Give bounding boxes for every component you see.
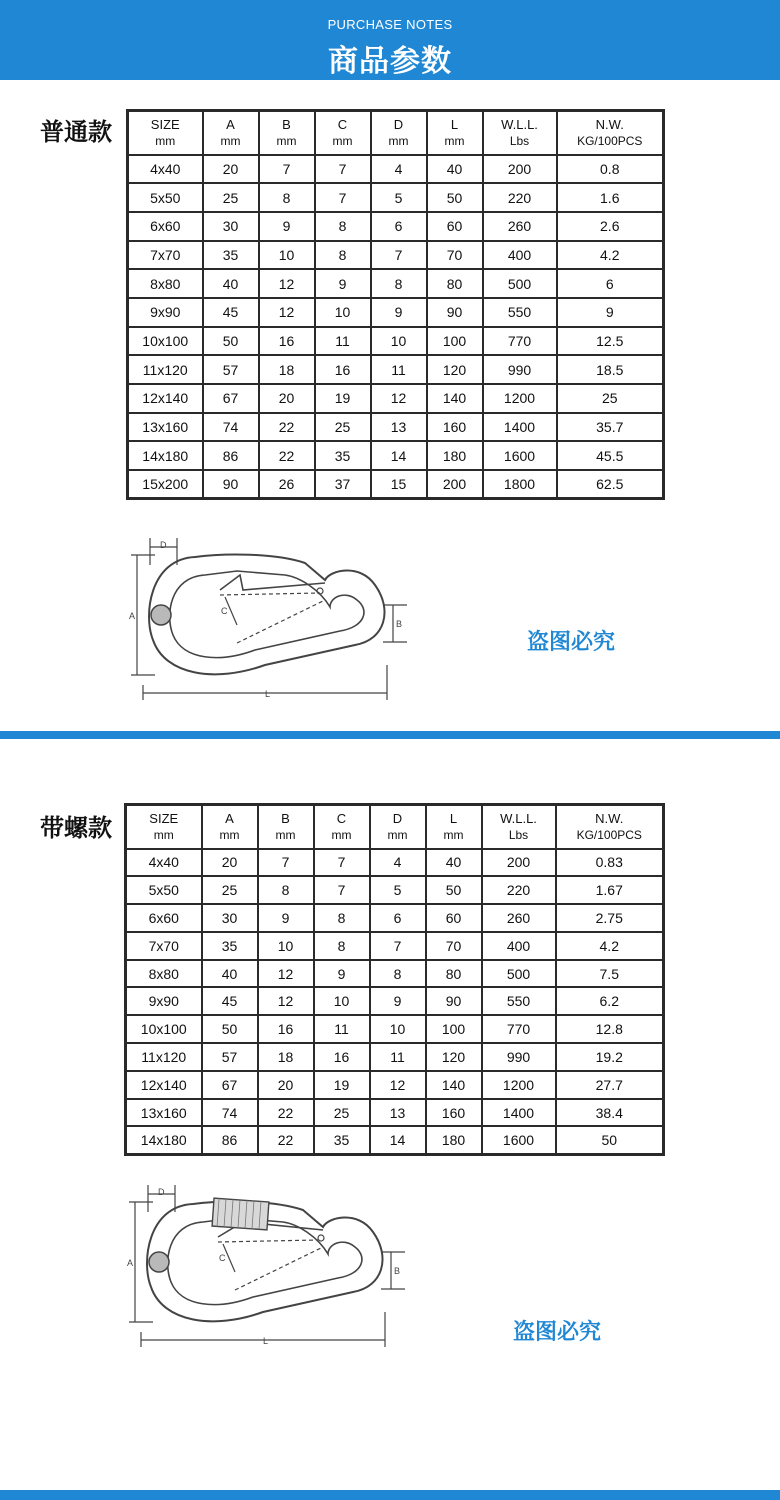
header-title: 商品参数 bbox=[328, 44, 452, 79]
table-cell: 20 bbox=[259, 384, 315, 413]
column-header bbox=[370, 805, 426, 849]
table-cell: 12 bbox=[258, 987, 314, 1015]
table-cell: 11 bbox=[371, 355, 427, 384]
table-cell: 10x100 bbox=[128, 327, 203, 356]
table-cell: 26 bbox=[259, 470, 315, 499]
wire-cross-section bbox=[151, 605, 171, 625]
table-row bbox=[126, 1071, 664, 1099]
table-cell: 4x40 bbox=[126, 849, 202, 877]
column-header bbox=[427, 111, 483, 155]
table-cell: 13 bbox=[370, 1099, 426, 1127]
table-cell: 12 bbox=[370, 1071, 426, 1099]
column-unit: mm bbox=[444, 133, 465, 148]
column-unit: KG/100PCS bbox=[576, 827, 642, 842]
table-cell: 1600 bbox=[482, 1126, 556, 1154]
table-cell: 90 bbox=[426, 987, 482, 1015]
wire-cross-section bbox=[149, 1252, 169, 1272]
column-header bbox=[203, 111, 259, 155]
table-cell: 25 bbox=[202, 876, 258, 904]
table-cell: 1200 bbox=[483, 384, 557, 413]
table-cell: 27.7 bbox=[556, 1071, 664, 1099]
table-cell: 200 bbox=[482, 849, 556, 877]
table-cell: 8x80 bbox=[126, 960, 202, 988]
table-cell: 19.2 bbox=[556, 1043, 664, 1071]
table-cell: 8 bbox=[258, 876, 314, 904]
table-cell: 40 bbox=[427, 155, 483, 184]
table-header-row bbox=[128, 111, 664, 155]
column-unit: mm bbox=[220, 133, 241, 148]
column-unit: mm bbox=[443, 827, 464, 842]
header-subtitle: PURCHASE NOTES bbox=[327, 17, 453, 32]
table-cell: 12x140 bbox=[128, 384, 203, 413]
table-row bbox=[128, 183, 664, 212]
column-header bbox=[556, 805, 664, 849]
table-cell: 57 bbox=[202, 1043, 258, 1071]
carabiner-diagram bbox=[125, 535, 415, 705]
column-header bbox=[426, 805, 482, 849]
column-name: L bbox=[449, 810, 458, 826]
column-unit: mm bbox=[276, 133, 297, 148]
table-cell: 40 bbox=[202, 960, 258, 988]
table-cell: 9x90 bbox=[128, 298, 203, 327]
table-cell: 260 bbox=[483, 212, 557, 241]
table-cell: 6 bbox=[557, 269, 664, 298]
table-row bbox=[128, 155, 664, 184]
table-cell: 140 bbox=[426, 1071, 482, 1099]
table-cell: 10 bbox=[370, 1015, 426, 1043]
column-name: SIZE bbox=[150, 116, 180, 132]
table-cell: 770 bbox=[482, 1015, 556, 1043]
table-cell: 12 bbox=[258, 960, 314, 988]
table-cell: 16 bbox=[314, 1043, 370, 1071]
table-row bbox=[126, 1126, 664, 1154]
watermark-text: 盗图必究 bbox=[513, 1320, 602, 1345]
table-cell: 35 bbox=[314, 1126, 370, 1154]
table-row bbox=[126, 960, 664, 988]
table-cell: 12 bbox=[259, 298, 315, 327]
table-cell: 50 bbox=[427, 183, 483, 212]
table-cell: 220 bbox=[483, 183, 557, 212]
column-header bbox=[202, 805, 258, 849]
table-cell: 16 bbox=[259, 327, 315, 356]
watermark-text: 盗图必究 bbox=[527, 630, 616, 655]
column-unit: mm bbox=[275, 827, 296, 842]
table-cell: 7x70 bbox=[128, 241, 203, 270]
table-cell: 25 bbox=[315, 413, 371, 442]
table-cell: 6x60 bbox=[126, 904, 202, 932]
table-cell: 20 bbox=[258, 1071, 314, 1099]
table-cell: 16 bbox=[315, 355, 371, 384]
column-unit: mm bbox=[155, 133, 176, 148]
table-cell: 7 bbox=[258, 849, 314, 877]
table-cell: 80 bbox=[426, 960, 482, 988]
table-row bbox=[128, 241, 664, 270]
table-cell: 45 bbox=[203, 298, 259, 327]
table-cell: 9 bbox=[370, 987, 426, 1015]
table-cell: 220 bbox=[482, 876, 556, 904]
column-unit: Lbs bbox=[508, 827, 529, 842]
column-unit: mm bbox=[388, 133, 409, 148]
column-name: SIZE bbox=[149, 810, 179, 826]
table-cell: 770 bbox=[483, 327, 557, 356]
table-cell: 7 bbox=[315, 155, 371, 184]
table-cell: 1.67 bbox=[556, 876, 664, 904]
table-cell: 8 bbox=[370, 960, 426, 988]
table-row bbox=[126, 876, 664, 904]
table-cell: 4.2 bbox=[556, 932, 664, 960]
table-cell: 500 bbox=[482, 960, 556, 988]
table-cell: 9 bbox=[315, 269, 371, 298]
table-cell: 7 bbox=[371, 241, 427, 270]
table-cell: 12 bbox=[259, 269, 315, 298]
table-cell: 200 bbox=[483, 155, 557, 184]
table-cell: 74 bbox=[202, 1099, 258, 1127]
table-cell: 7 bbox=[315, 183, 371, 212]
table-cell: 30 bbox=[203, 212, 259, 241]
table-row bbox=[128, 355, 664, 384]
table-cell: 9 bbox=[314, 960, 370, 988]
column-name: W.L.L. bbox=[501, 116, 538, 132]
table-cell: 260 bbox=[482, 904, 556, 932]
table-cell: 6 bbox=[371, 212, 427, 241]
table-cell: 550 bbox=[482, 987, 556, 1015]
table-cell: 1.6 bbox=[557, 183, 664, 212]
table-cell: 11 bbox=[314, 1015, 370, 1043]
table-cell: 18.5 bbox=[557, 355, 664, 384]
table-header-row bbox=[126, 805, 664, 849]
table-cell: 40 bbox=[426, 849, 482, 877]
table-row bbox=[126, 932, 664, 960]
table-cell: 80 bbox=[427, 269, 483, 298]
table-cell: 25 bbox=[203, 183, 259, 212]
table-cell: 4 bbox=[371, 155, 427, 184]
table-cell: 35 bbox=[315, 441, 371, 470]
column-unit: mm bbox=[153, 827, 174, 842]
column-unit: mm bbox=[331, 827, 352, 842]
table-cell: 12.5 bbox=[557, 327, 664, 356]
table-row bbox=[128, 327, 664, 356]
table-cell: 10 bbox=[315, 298, 371, 327]
spec-table-standard bbox=[126, 109, 665, 500]
table-cell: 14 bbox=[371, 441, 427, 470]
table-cell: 37 bbox=[315, 470, 371, 499]
column-name: D bbox=[393, 116, 404, 132]
table-cell: 9 bbox=[259, 212, 315, 241]
table-cell: 25 bbox=[557, 384, 664, 413]
table-cell: 8 bbox=[259, 183, 315, 212]
table-cell: 35 bbox=[202, 932, 258, 960]
table-cell: 9x90 bbox=[126, 987, 202, 1015]
table-row bbox=[128, 470, 664, 499]
table-row bbox=[128, 413, 664, 442]
table-cell: 8 bbox=[371, 269, 427, 298]
section-label-standard: 普通款 bbox=[40, 118, 112, 146]
table-cell: 40 bbox=[203, 269, 259, 298]
table-cell: 9 bbox=[371, 298, 427, 327]
column-header bbox=[314, 805, 370, 849]
table-cell: 0.8 bbox=[557, 155, 664, 184]
table-cell: 400 bbox=[483, 241, 557, 270]
table-cell: 160 bbox=[427, 413, 483, 442]
dim-label-l: L bbox=[263, 1336, 269, 1346]
table-cell: 18 bbox=[259, 355, 315, 384]
table-cell: 74 bbox=[203, 413, 259, 442]
section-divider bbox=[0, 731, 780, 739]
table-cell: 86 bbox=[203, 441, 259, 470]
column-unit: mm bbox=[219, 827, 240, 842]
column-unit: KG/100PCS bbox=[577, 133, 643, 148]
table-cell: 15x200 bbox=[128, 470, 203, 499]
column-unit: mm bbox=[332, 133, 353, 148]
column-header bbox=[315, 111, 371, 155]
table-cell: 38.4 bbox=[556, 1099, 664, 1127]
table-cell: 8 bbox=[315, 212, 371, 241]
table-cell: 35 bbox=[203, 241, 259, 270]
table-row bbox=[128, 384, 664, 413]
table-cell: 8 bbox=[314, 904, 370, 932]
table-cell: 7.5 bbox=[556, 960, 664, 988]
table-cell: 12 bbox=[371, 384, 427, 413]
table-cell: 1200 bbox=[482, 1071, 556, 1099]
table-cell: 100 bbox=[426, 1015, 482, 1043]
table-row bbox=[126, 1043, 664, 1071]
table-cell: 13x160 bbox=[128, 413, 203, 442]
table-cell: 67 bbox=[202, 1071, 258, 1099]
column-header bbox=[259, 111, 315, 155]
table-cell: 2.75 bbox=[556, 904, 664, 932]
table-cell: 86 bbox=[202, 1126, 258, 1154]
table-cell: 16 bbox=[258, 1015, 314, 1043]
spec-table-screw-lock bbox=[124, 803, 665, 1156]
dim-label-b: B bbox=[394, 1266, 401, 1276]
carabiner-screw-diagram bbox=[123, 1182, 413, 1352]
table-cell: 12x140 bbox=[126, 1071, 202, 1099]
table-cell: 57 bbox=[203, 355, 259, 384]
column-name: B bbox=[281, 810, 290, 826]
table-row bbox=[126, 1015, 664, 1043]
table-row bbox=[126, 1099, 664, 1127]
table-cell: 20 bbox=[203, 155, 259, 184]
table-cell: 60 bbox=[426, 904, 482, 932]
column-name: A bbox=[226, 116, 235, 132]
table-cell: 11 bbox=[315, 327, 371, 356]
table-cell: 180 bbox=[427, 441, 483, 470]
table-cell: 10x100 bbox=[126, 1015, 202, 1043]
table-row bbox=[126, 849, 664, 877]
column-name: N.W. bbox=[595, 810, 624, 826]
column-name: A bbox=[225, 810, 234, 826]
table-cell: 14 bbox=[370, 1126, 426, 1154]
table-cell: 90 bbox=[427, 298, 483, 327]
table-row bbox=[128, 212, 664, 241]
table-cell: 13 bbox=[371, 413, 427, 442]
column-name: B bbox=[282, 116, 291, 132]
table-cell: 12.8 bbox=[556, 1015, 664, 1043]
table-cell: 7 bbox=[314, 876, 370, 904]
table-cell: 13x160 bbox=[126, 1099, 202, 1127]
bottom-divider bbox=[0, 1490, 780, 1500]
table-cell: 35.7 bbox=[557, 413, 664, 442]
table-cell: 990 bbox=[483, 355, 557, 384]
table-cell: 6x60 bbox=[128, 212, 203, 241]
dim-label-a: A bbox=[127, 1258, 134, 1268]
dim-label-a: A bbox=[129, 611, 136, 621]
table-cell: 45.5 bbox=[557, 441, 664, 470]
table-cell: 7 bbox=[259, 155, 315, 184]
table-cell: 30 bbox=[202, 904, 258, 932]
table-cell: 140 bbox=[427, 384, 483, 413]
table-cell: 9 bbox=[557, 298, 664, 327]
table-cell: 8 bbox=[315, 241, 371, 270]
table-cell: 1600 bbox=[483, 441, 557, 470]
column-name: L bbox=[450, 116, 459, 132]
table-cell: 5 bbox=[370, 876, 426, 904]
table-cell: 100 bbox=[427, 327, 483, 356]
table-cell: 2.6 bbox=[557, 212, 664, 241]
table-row bbox=[126, 904, 664, 932]
table-cell: 70 bbox=[427, 241, 483, 270]
table-cell: 10 bbox=[259, 241, 315, 270]
table-row bbox=[128, 269, 664, 298]
table-cell: 19 bbox=[314, 1071, 370, 1099]
column-name: N.W. bbox=[595, 116, 624, 132]
table-cell: 22 bbox=[258, 1099, 314, 1127]
column-name: D bbox=[392, 810, 403, 826]
table-cell: 7 bbox=[314, 849, 370, 877]
table-cell: 60 bbox=[427, 212, 483, 241]
table-cell: 25 bbox=[314, 1099, 370, 1127]
table-cell: 14x180 bbox=[126, 1126, 202, 1154]
table-cell: 6 bbox=[370, 904, 426, 932]
table-cell: 22 bbox=[259, 413, 315, 442]
column-header bbox=[126, 805, 202, 849]
table-cell: 19 bbox=[315, 384, 371, 413]
table-cell: 90 bbox=[203, 470, 259, 499]
table-cell: 10 bbox=[258, 932, 314, 960]
table-cell: 50 bbox=[202, 1015, 258, 1043]
table-cell: 9 bbox=[258, 904, 314, 932]
table-cell: 1400 bbox=[482, 1099, 556, 1127]
table-cell: 7 bbox=[370, 932, 426, 960]
column-header bbox=[258, 805, 314, 849]
dim-label-d: D bbox=[158, 1187, 165, 1197]
column-unit: mm bbox=[387, 827, 408, 842]
table-row bbox=[128, 441, 664, 470]
table-cell: 22 bbox=[258, 1126, 314, 1154]
column-unit: Lbs bbox=[509, 133, 530, 148]
column-header bbox=[483, 111, 557, 155]
table-cell: 70 bbox=[426, 932, 482, 960]
table-cell: 50 bbox=[203, 327, 259, 356]
table-cell: 11 bbox=[370, 1043, 426, 1071]
column-header bbox=[371, 111, 427, 155]
table-cell: 50 bbox=[426, 876, 482, 904]
table-cell: 200 bbox=[427, 470, 483, 499]
table-cell: 1800 bbox=[483, 470, 557, 499]
table-cell: 1400 bbox=[483, 413, 557, 442]
table-cell: 500 bbox=[483, 269, 557, 298]
table-cell: 8 bbox=[314, 932, 370, 960]
table-cell: 6.2 bbox=[556, 987, 664, 1015]
column-header bbox=[557, 111, 664, 155]
table-cell: 7x70 bbox=[126, 932, 202, 960]
table-row bbox=[126, 987, 664, 1015]
table-cell: 11x120 bbox=[126, 1043, 202, 1071]
table-cell: 45 bbox=[202, 987, 258, 1015]
table-cell: 550 bbox=[483, 298, 557, 327]
table-cell: 11x120 bbox=[128, 355, 203, 384]
table-cell: 5 bbox=[371, 183, 427, 212]
dim-label-c: C bbox=[221, 606, 228, 616]
table-cell: 18 bbox=[258, 1043, 314, 1071]
table-row bbox=[128, 298, 664, 327]
table-cell: 400 bbox=[482, 932, 556, 960]
column-name: W.L.L. bbox=[500, 810, 537, 826]
table-cell: 160 bbox=[426, 1099, 482, 1127]
table-cell: 120 bbox=[427, 355, 483, 384]
table-cell: 10 bbox=[371, 327, 427, 356]
dim-label-d: D bbox=[160, 540, 167, 550]
table-cell: 8x80 bbox=[128, 269, 203, 298]
table-cell: 120 bbox=[426, 1043, 482, 1071]
table-cell: 5x50 bbox=[128, 183, 203, 212]
table-cell: 5x50 bbox=[126, 876, 202, 904]
table-cell: 10 bbox=[314, 987, 370, 1015]
dim-label-b: B bbox=[396, 619, 403, 629]
table-cell: 15 bbox=[371, 470, 427, 499]
dim-label-c: C bbox=[219, 1253, 226, 1263]
table-cell: 990 bbox=[482, 1043, 556, 1071]
table-cell: 22 bbox=[259, 441, 315, 470]
table-cell: 20 bbox=[202, 849, 258, 877]
column-header bbox=[128, 111, 203, 155]
table-cell: 14x180 bbox=[128, 441, 203, 470]
column-name: C bbox=[337, 116, 348, 132]
table-cell: 180 bbox=[426, 1126, 482, 1154]
table-cell: 4 bbox=[370, 849, 426, 877]
table-cell: 67 bbox=[203, 384, 259, 413]
table-cell: 50 bbox=[556, 1126, 664, 1154]
dim-label-l: L bbox=[265, 689, 271, 699]
page-header bbox=[0, 0, 780, 80]
table-cell: 62.5 bbox=[557, 470, 664, 499]
table-cell: 4x40 bbox=[128, 155, 203, 184]
table-cell: 0.83 bbox=[556, 849, 664, 877]
section-label-screw-lock: 带螺款 bbox=[40, 814, 112, 842]
column-header bbox=[482, 805, 556, 849]
column-name: C bbox=[336, 810, 347, 826]
table-cell: 4.2 bbox=[557, 241, 664, 270]
